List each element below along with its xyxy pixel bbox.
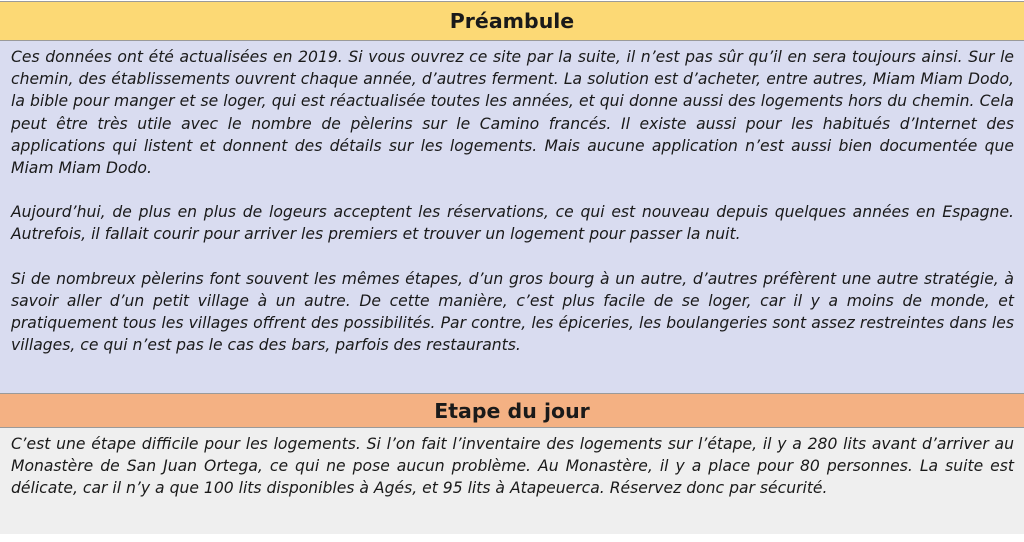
preambule-paragraph-3: Si de nombreux pèlerins font souvent les mêmes étapes, d’un gros bourg à un autre, d’autres préfèrent une autre stratégie, à savoir aller d’un petit village à un autre. De cette manière, c’est plus facile de se loger, car il y a moins de monde, et pratiquement tous les villages offrent des possibilités. Par contre, les épiceries, les boulangeries sont assez restreintes dans les villages, ce qui n’est pas le cas des bars, parfois des restaurants. <box>11 269 1014 355</box>
etape-paragraph-1: C’est une étape difficile pour les logements. Si l’on fait l’inventaire des logements sur l’étape, il y a 280 lits avant d’arriver au Monastère de San Juan Ortega, ce qui ne pose aucun problème. Au Monastère, il y a place pour 80 personnes. La suite est délicate, car il n’y a que 100 lits disponibles à Agés, et 95 lits à Atapeuerca. Réservez donc par sécurité. <box>11 435 1014 498</box>
etape-body <box>0 428 1024 534</box>
etape-heading: Etape du jour <box>0 393 1024 428</box>
preambule-paragraph-1: Ces données ont été actualisées en 2019. Si vous ouvrez ce site par la suite, il n’est pas sûr qu’il en sera toujours ainsi. Sur le chemin, des établissements ouvrent chaque année, d’autres ferment. La solution est d’acheter, entre autres, Miam Miam Dodo, la bible pour manger et se loger, qui est réactualisée toutes les années, et qui donne aussi des logements hors du chemin. Cela peut être très utile avec le nombre de pèlerins sur le Camino francés. Il existe aussi pour les habitués d’Internet des applications qui listent et donnent des détails sur les logements. Mais aucune application n’est aussi bien documentée que Miam Miam Dodo. <box>11 48 1014 178</box>
preambule-heading: Préambule <box>0 1 1024 41</box>
preambule-body <box>0 41 1024 393</box>
preambule-paragraph-2: Aujourd’hui, de plus en plus de logeurs acceptent les réservations, ce qui est nouveau depuis quelques années en Espagne. Autrefois, il fallait courir pour arriver les premiers et trouver un logement pour passer la nuit. <box>11 203 1014 244</box>
page <box>0 1 1024 542</box>
